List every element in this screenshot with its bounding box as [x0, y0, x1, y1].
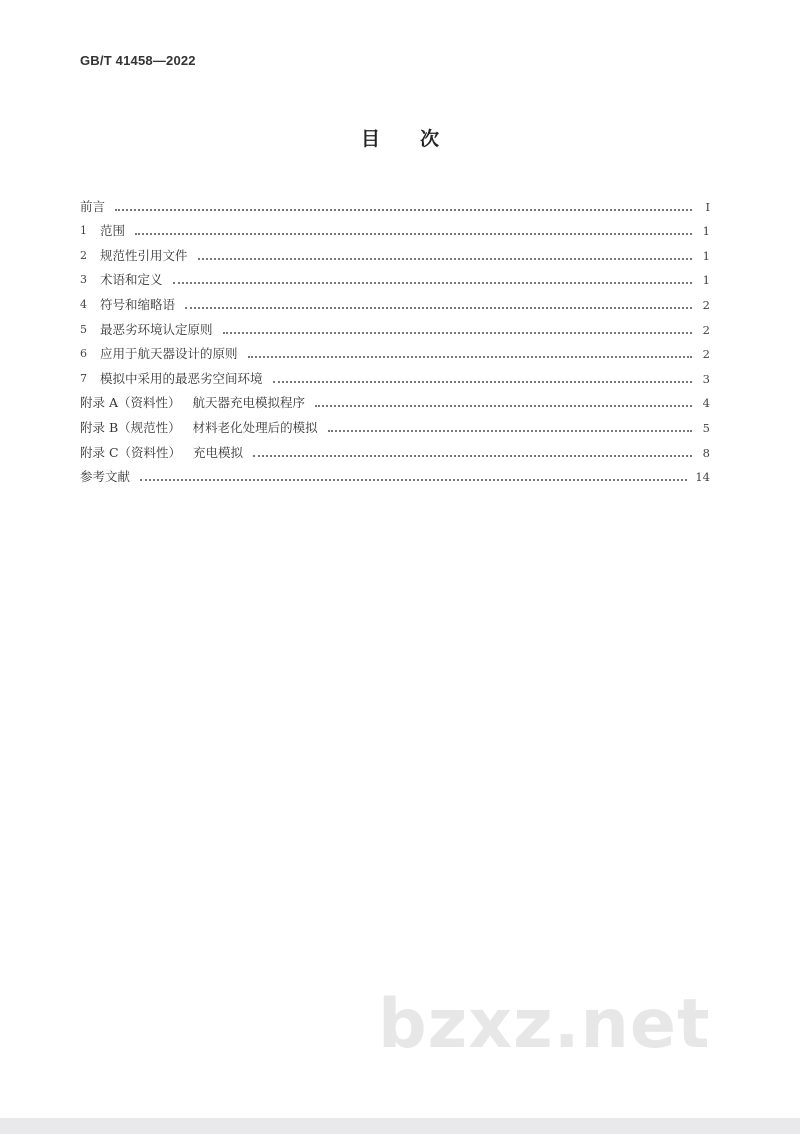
toc-entry[interactable] [80, 313, 710, 338]
toc-page-number: 3 [702, 371, 710, 386]
toc-page-number: 1 [702, 224, 710, 239]
toc-entry-number: 5 [80, 322, 87, 336]
toc-page-number: 1 [702, 248, 710, 263]
toc-page-number: Ⅰ [705, 199, 710, 214]
toc-title-part1: 目 [360, 128, 380, 150]
watermark: bzxz.net [378, 985, 711, 1064]
toc-page-number: 2 [702, 347, 710, 362]
toc-appendix-title: 充电模拟 [193, 444, 244, 460]
toc-appendix-title: 航天器充电模拟程序 [192, 395, 306, 411]
standard-code: GB/T 41458—2022 [80, 53, 196, 68]
toc-entry-label: 规范性引用文件 [100, 247, 188, 263]
toc-dot-leader [315, 405, 692, 407]
toc-page-number: 2 [702, 297, 710, 312]
toc-entry-label: 符号和缩略语 [100, 296, 176, 312]
toc-page-number: 4 [702, 396, 710, 411]
toc-entry-label: 最恶劣环境认定原则 [100, 321, 213, 337]
toc-entry-label [80, 445, 243, 461]
toc-entry-label [80, 395, 305, 411]
toc-entry[interactable] [80, 362, 710, 387]
toc-dot-leader [273, 381, 692, 383]
toc-dot-leader [185, 307, 692, 309]
toc-appendix-label: 附录 C（资料性） [80, 444, 182, 460]
toc-entry-number: 3 [80, 273, 87, 287]
toc-page-number: 5 [702, 420, 710, 435]
toc-entry-label: 模拟中采用的最恶劣空间环境 [100, 370, 263, 386]
toc-entry-number: 7 [80, 371, 87, 385]
toc-entry-label: 前言 [80, 198, 106, 214]
toc-appendix-label: 附录 A（资料性） [80, 395, 181, 411]
toc-page-number: 8 [702, 445, 710, 460]
table-of-contents [80, 190, 710, 485]
toc-entry-label: 范围 [100, 223, 126, 239]
toc-dot-leader [223, 332, 692, 334]
toc-entry[interactable] [80, 264, 710, 289]
toc-entry-number: 4 [80, 297, 87, 311]
toc-appendix-title: 材料老化处理后的模拟 [192, 419, 318, 435]
toc-dot-leader [115, 209, 692, 211]
toc-dot-leader [140, 479, 687, 481]
toc-page-number: 2 [702, 322, 710, 337]
viewer-bottom-bar [0, 1118, 800, 1134]
toc-dot-leader [135, 233, 692, 235]
toc-entry[interactable] [80, 411, 710, 436]
toc-dot-leader [248, 356, 692, 358]
toc-dot-leader [198, 258, 692, 260]
toc-page-number: 1 [702, 273, 710, 288]
toc-entry[interactable] [80, 387, 710, 412]
toc-entry[interactable] [80, 436, 710, 461]
toc-entry[interactable] [80, 215, 710, 240]
toc-entry[interactable] [80, 461, 710, 486]
toc-dot-leader [253, 455, 692, 457]
toc-appendix-label: 附录 B（规范性） [80, 419, 181, 435]
toc-entry-number: 1 [80, 224, 87, 238]
toc-entry-label: 参考文献 [80, 469, 131, 485]
toc-page-number: 14 [695, 470, 710, 485]
toc-entry-label: 术语和定义 [100, 272, 163, 288]
toc-entry[interactable] [80, 239, 710, 264]
toc-entry[interactable] [80, 190, 710, 215]
toc-entry-label: 应用于航天器设计的原则 [100, 346, 238, 362]
toc-title [0, 124, 800, 151]
toc-title-part2: 次 [420, 128, 440, 150]
toc-entry-number: 2 [80, 248, 87, 262]
toc-dot-leader [328, 430, 692, 432]
toc-entry[interactable] [80, 288, 710, 313]
toc-entry[interactable] [80, 338, 710, 363]
toc-dot-leader [173, 282, 692, 284]
toc-entry-number: 6 [80, 347, 87, 361]
toc-entry-label [80, 420, 318, 436]
